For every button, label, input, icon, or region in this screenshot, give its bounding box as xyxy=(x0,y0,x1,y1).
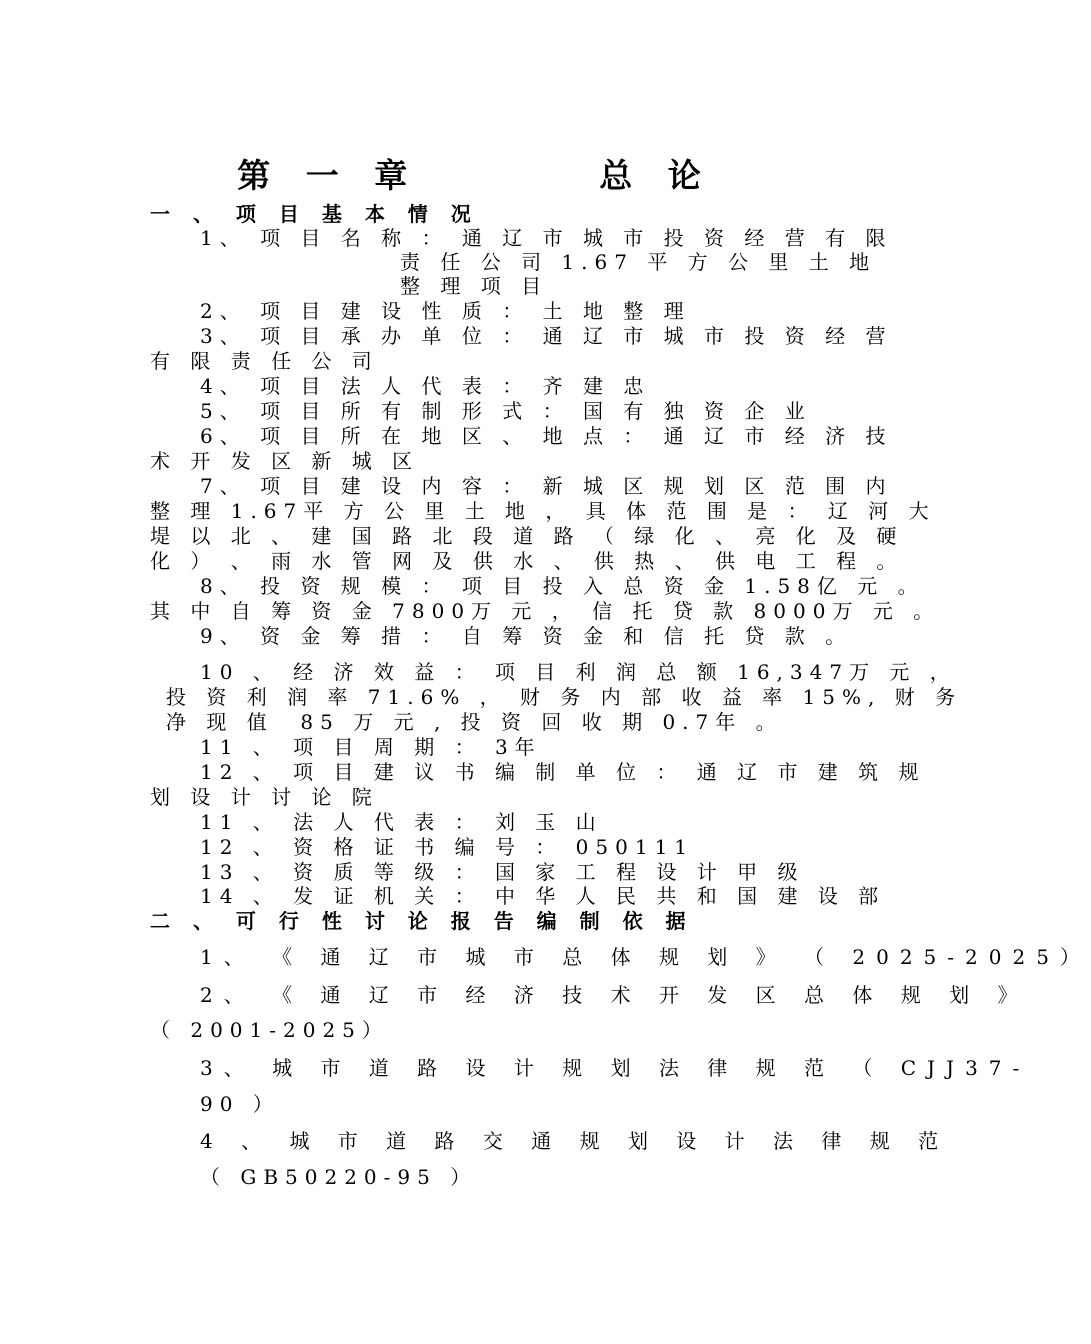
section-1-heading: 一 、 项 目 基 本 情 况 xyxy=(150,202,479,226)
text-line: 5、 项 目 所 有 制 形 式 ： 国 有 独 资 企 业 xyxy=(200,399,812,423)
text-line: （ 2001-2025） xyxy=(150,1018,389,1042)
text-line: 12 、 资 格 证 书 编 号 ： 050111 xyxy=(200,835,695,859)
text-line: 4 、 城 市 道 路 交 通 规 划 设 计 法 律 规 范 xyxy=(200,1129,950,1153)
text-line: 7、 项 目 建 设 内 容 ： 新 城 区 规 划 区 范 围 内 xyxy=(200,474,893,498)
text-line: 化 ） 、 雨 水 管 网 及 供 水 、 供 热 、 供 电 工 程 。 xyxy=(150,549,904,573)
text-line: 1、 《 通 辽 市 城 市 总 体 规 划 》 （ 2025-2025） xyxy=(200,945,1091,969)
text-line: 90 ） xyxy=(200,1092,280,1116)
section-2-heading: 二 、 可 行 性 讨 论 报 告 编 制 依 据 xyxy=(150,909,694,933)
text-line: 8、 投 资 规 模 ： 项 目 投 入 总 资 金 1.58亿 元 。 xyxy=(200,574,925,598)
text-line: 有 限 责 任 公 司 xyxy=(150,349,379,373)
text-line: 净 现 值 85 万 元 , 投 资 回 收 期 0.7年 。 xyxy=(166,710,783,734)
text-line: 10 、 经 济 效 益 ： 项 目 利 润 总 额 16,347万 元 ， xyxy=(200,660,957,684)
text-line: 3、 项 目 承 办 单 位 ： 通 辽 市 城 市 投 资 经 营 xyxy=(200,324,893,348)
text-line: 2、 《 通 辽 市 经 济 技 术 开 发 区 总 体 规 划 》 xyxy=(200,983,1029,1007)
text-line: 11 、 项 目 周 期 ： 3年 xyxy=(200,735,542,759)
text-line: 4、 项 目 法 人 代 表 ： 齐 建 忠 xyxy=(200,374,651,398)
text-line: 术 开 发 区 新 城 区 xyxy=(150,449,420,473)
text-line: （ GB50220-95 ） xyxy=(200,1165,478,1189)
text-line: 整 理 项 目 xyxy=(400,274,549,298)
text-line: 14 、 发 证 机 关 ： 中 华 人 民 共 和 国 建 设 部 xyxy=(200,884,886,908)
text-line: 11 、 法 人 代 表 ： 刘 玉 山 xyxy=(200,810,603,834)
text-line: 3、 城 市 道 路 设 计 规 划 法 律 规 范 （ CJJ37- xyxy=(200,1056,1031,1080)
chapter-title: 第 一 章 总 论 xyxy=(237,156,713,195)
text-line: 12 、 项 目 建 议 书 编 制 单 位 ： 通 辽 市 建 筑 规 xyxy=(200,760,926,784)
text-line: 13 、 资 质 等 级 ： 国 家 工 程 设 计 甲 级 xyxy=(200,860,805,884)
text-line: 9、 资 金 筹 措 ： 自 筹 资 金 和 信 托 贷 款 。 xyxy=(200,624,853,648)
text-line: 其 中 自 筹 资 金 7800万 元 ， 信 托 贷 款 8000万 元 。 xyxy=(150,599,941,623)
text-line: 责 任 公 司 1.67 平 方 公 里 土 地 xyxy=(400,250,877,274)
text-line: 堤 以 北 、 建 国 路 北 段 道 路 （ 绿 化 、 亮 化 及 硬 xyxy=(150,524,904,548)
text-line: 1、 项 目 名 称 ： 通 辽 市 城 市 投 资 经 营 有 限 xyxy=(200,226,893,250)
text-line: 整 理 1.67平 方 公 里 土 地 ， 具 体 范 围 是 ： 辽 河 大 xyxy=(150,499,936,523)
text-line: 划 设 计 讨 论 院 xyxy=(150,785,379,809)
text-line: 6、 项 目 所 在 地 区 、 地 点 ： 通 辽 市 经 济 技 xyxy=(200,424,893,448)
text-line: 2、 项 目 建 设 性 质 ： 土 地 整 理 xyxy=(200,299,691,323)
text-line: 投 资 利 润 率 71.6% ， 财 务 内 部 收 益 率 15%, 财 务 xyxy=(166,685,963,709)
